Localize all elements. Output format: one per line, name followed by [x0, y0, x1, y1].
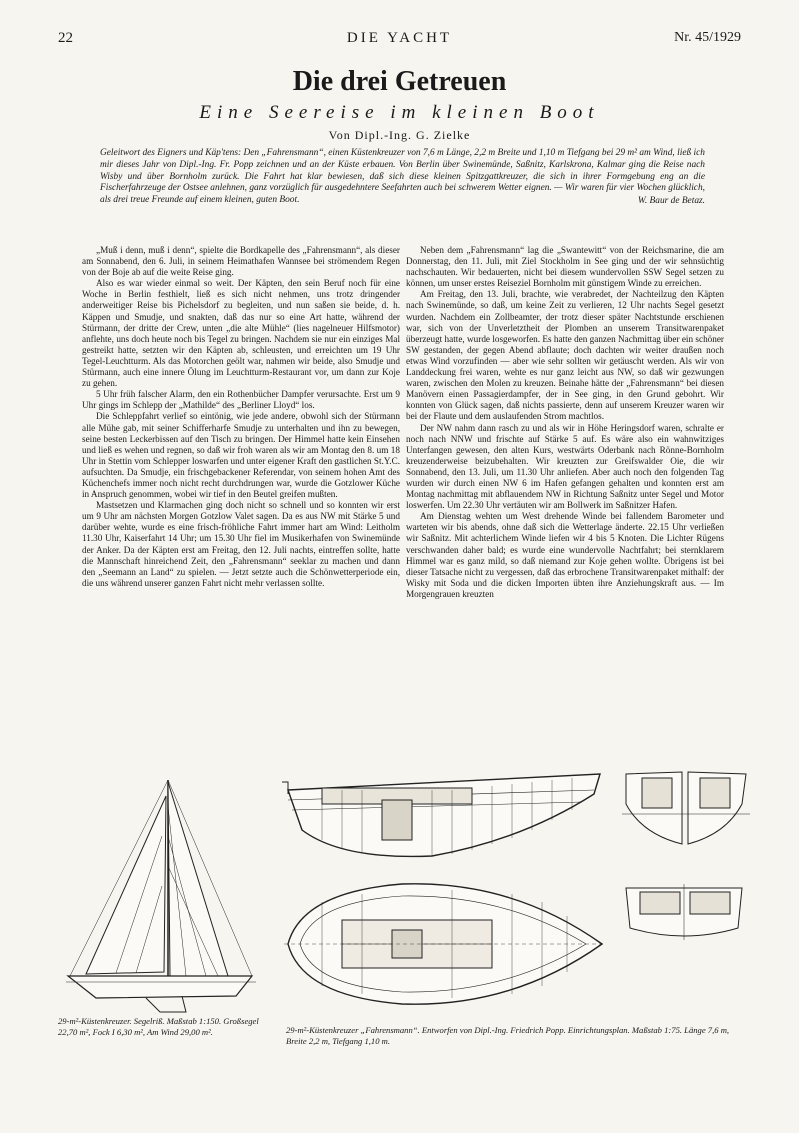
page-header: [58, 30, 741, 52]
magazine-title: DIE YACHT: [346, 30, 453, 46]
paragraph: Also es war wieder einmal so weit. Der Käpten, den sein Beruf noch für eine Woche in Berlin festhielt, ließ es sich nicht nehmen, uns trotz dringender anderweitiger Reise bis Pichelsdorf zu begleiten, und nun saßen sie beide, d. h. Käppen und Smudje, und snakten, daß das nur so eine Art hatte, während der Stürmann, der dritte der Crew, unten „die alte Mühle“ (lies nagelneuer Hilfsmotor) anflehte, uns doch heute noch bis Tegel zu bringen. Nachdem sie nur ein einziges Mal gestreikt hatte, setzten wir den Käpten ab, schleusten, und erreichten um 19 Uhr Tegel-Leuchtturm. Als das Motorchen geölt war, nahmen wir beide, also Smudje und Stürmann, auch eine innere Ölung im Leuchtturm-Restaurant vor, um dann zur Koje zu gehen.: [82, 278, 400, 389]
paragraph: 5 Uhr früh falscher Alarm, den ein Rothenbücher Dampfer verursachte. Erst um 9 Uhr gings im Schlepp der „Mathilde“ des „Berliner Lloyd“ los.: [82, 389, 400, 411]
paragraph: Neben dem „Fahrensmann“ lag die „Swantewitt“ von der Reichsmarine, die am Donnerstag, den 11. Juli, mit Ziel Stockholm in See ging und der wir sehnsüchtig nachschauten. Wir bedauerten, nicht bei diesem wundervollen SSW Segel setzen zu können, um unser erstes Reiseziel Bornholm mit günstigem Winde zu erreichen.: [406, 245, 724, 289]
right-column: [406, 245, 724, 600]
article-byline: Von Dipl.-Ing. G. Zielke: [328, 128, 471, 142]
paragraph: Am Freitag, den 13. Juli, brachte, wie verabredet, der Nachteilzug den Käpten nach Swinemünde, so daß, um keine Zeit zu verlieren, 12 Uhr nachts Segel gesetzt wurden. Nachdem ein Zollbeamter, der trotz dieser später Nachtstunde erschienen war, sich von der Unverletztheit der Plomben an unserem Transitwarenpaket überzeugt hatte, wurde losgeworfen. Es hatte den ganzen Nachmittag über ein schöner SW gestanden, der gegen Abend abflaute; doch dachten wir weiter draußen noch etwas Wind vorzufinden — aber wie sehr sollten wir getäuscht werden. Als wir von Landdeckung frei waren, wehte es nur ganz leicht aus NW, so daß wir gezwungen waren, zwischen den Molen zu kreuzen. Beinahe hätte der „Fahrensmann“ bei diesen Manövern einen Passagierdampfer, der in See ging, in den Grund gebohrt. Wir konnten von Glück sagen, daß nichts passierte, denn auf unserem Kreuzer waren wir bei der Flaute und dem auslaufenden Strom machtlos.: [406, 289, 724, 422]
paragraph: Der NW nahm dann rasch zu und als wir in Höhe Heringsdorf waren, schralte er noch nach NNW und frischte auf Stärke 5 auf. Es wäre also ein wahnwitziges Unterfangen gewesen, den alten Kurs, westwärts Oderbank nach Rönne-Bornholm kreuzenderweise beizubehalten. Wir kreuzten zur Greifswalder Oie, die wir Sonnabend, den 13. Juli, um 11.30 Uhr anliefen. Aber auch noch den folgenden Tag wurden wir durch einen NW 6 im Hafen gefangen gehalten und konnten erst am Montag nachmittag mit abflauendem NW in Richtung Saßnitz unter Segel und Motor loswerfen. Um 22.30 Uhr vertäuten wir am Bollwerk im Saßnitzer Hafen.: [406, 422, 724, 511]
caption-deck-plan: 29-m²-Küstenkreuzer „Fahrensmann“. Entworfen von Dipl.-Ing. Friedrich Popp. Einrichtungsplan. Maßstab 1:75. Länge 7,6 m, Breite 2,2 m, Tiefgang 1,10 m.: [286, 1025, 730, 1046]
intro-text: Geleitwort des Eigners und Käp'tens: Den „Fahrensmann“, einen Küstenkreuzer von 7,6 m Länge, 2,2 m Breite und 1,10 m Tiefgang bei 29 m² am Wind, ließ ich mir dieses Jahr von Dipl.-Ing. Fr. Popp zeichnen und an der Küste erbauen. Von Berlin über Swinemünde, Saßnitz, Karlskrona, Kalmar ging die Reise nach Wisby und über Bornholm zurück. Die Fahrt hat klar bewiesen, daß sich diese kleinen Spitzgattkreuzer, die sich in ihrer Formgebung eng an die Fischerfahrzeuge der Ostsee anlehnen, ganz vorzüglich für ausgedehntere Seefahrten auch bei schwerem Wetter eignen. — Wir waren für vier Wochen glücklich, als drei treue Freunde auf einem kleinen, guten Boot.: [100, 148, 705, 206]
paragraph: Die Schleppfahrt verlief so eintönig, wie jede andere, obwohl sich der Stürmann alle Mühe gab, mit seiner Schifferharfe Smudje zu unterhalten und ihn zu bewegen, seine besten Leckerbissen auf den Tisch zu bringen. Der Himmel hatte kein Einsehen und ließ es wehen und regnen, so daß wir froh waren als wir am Montag den 8. um 18 Uhr in Stettin vom Schlepper loswarfen und unter eigener Kraft den gastlichen St.Y.C. aufsuchten. Da Smudje, ein frischgebackener Referendar, von seinem hohen Amt des Küchenchefs immer noch nicht recht durchdrungen war, wurde die Gotzlower Küche in Anspruch genommen, wobei wir tief in den Beutel greifen mußten.: [82, 411, 401, 500]
left-column: [82, 245, 400, 589]
caption-sail-plan: 29-m²-Küstenkreuzer. Segelriß. Maßstab 1:150. Großsegel 22,70 m², Fock I 6,30 m², Am Wind 29,00 m².: [58, 1016, 259, 1037]
paragraph: „Muß i denn, muß i denn“, spielte die Bordkapelle des „Fahrensmann“, als dieser am Sonnabend, den 6. Juli, in seinem Heimathafen Wannsee bei strömendem Regen von der Boje ab auf die weite Reise ging.: [82, 245, 400, 278]
hull-plan-view-drawing: [282, 872, 608, 1016]
article-title: Die drei Getreuen: [292, 66, 507, 97]
issue-number: Nr. 45/1929: [674, 30, 741, 45]
sail-plan-drawing: [56, 776, 276, 1018]
article-intro: [100, 148, 705, 208]
page-number: 22: [58, 30, 73, 46]
article-subtitle: Eine Seereise im kleinen Boot: [199, 102, 600, 123]
cross-section-drawing: [622, 764, 750, 852]
intro-signature: W. Baur de Betaz.: [637, 195, 705, 206]
detail-section-drawing: [620, 880, 748, 946]
paragraph: Am Dienstag wehten um West drehende Winde bei fallendem Barometer und warteten wir bis abends, ohne daß sich die Wetterlage änderte. 22.15 Uhr verließen wir Saßnitz. Mit achterlichem Winde liefen wir 4 bis 5 Knoten. Die Lichter Rügens verschwanden daher bald; es wurde eine wundervolle Nachtfahrt; bei sternklarem Himmel war es ganz mild, so daß niemand zur Koje gehen wollte. Übrigens ist bei dieser Tatsache nicht zu vergessen, daß das erbrochene Transitwarenpaket mithalf: der Wisky mit Soda und die dicken Importen übten ihre Anziehungskraft aus. — Im Morgengrauen kreuzten: [406, 511, 724, 599]
paragraph: Mastsetzen und Klarmachen ging doch nicht so schnell und so konnten wir erst um 9 Uhr am nächsten Morgen Gotzlow Valet sagen. Da es aus NW mit Stärke 5 und darüber wehte, wurde es eine frisch-fröhliche Fahrt immer hart am Wind: Leitholm 11.30 Uhr, Kaiserfahrt 14 Uhr; um 15.30 Uhr fiel im Musikerhafen von Swinemünde der Anker. Da der Käpten erst am Freitag, den 12. Juli nachts, eintreffen sollte, hatte die Mannschaft hinreichend Zeit, den „Fahrensmann“ seeklar zu machen und dann den „Seemann an Land“ zu spielen. — Jetzt setzte auch die Schönwetterperiode ein, die uns während unserer ganzen Fahrt nicht mehr verlassen sollte.: [82, 500, 400, 588]
hull-profile-drawing: [282, 760, 608, 868]
